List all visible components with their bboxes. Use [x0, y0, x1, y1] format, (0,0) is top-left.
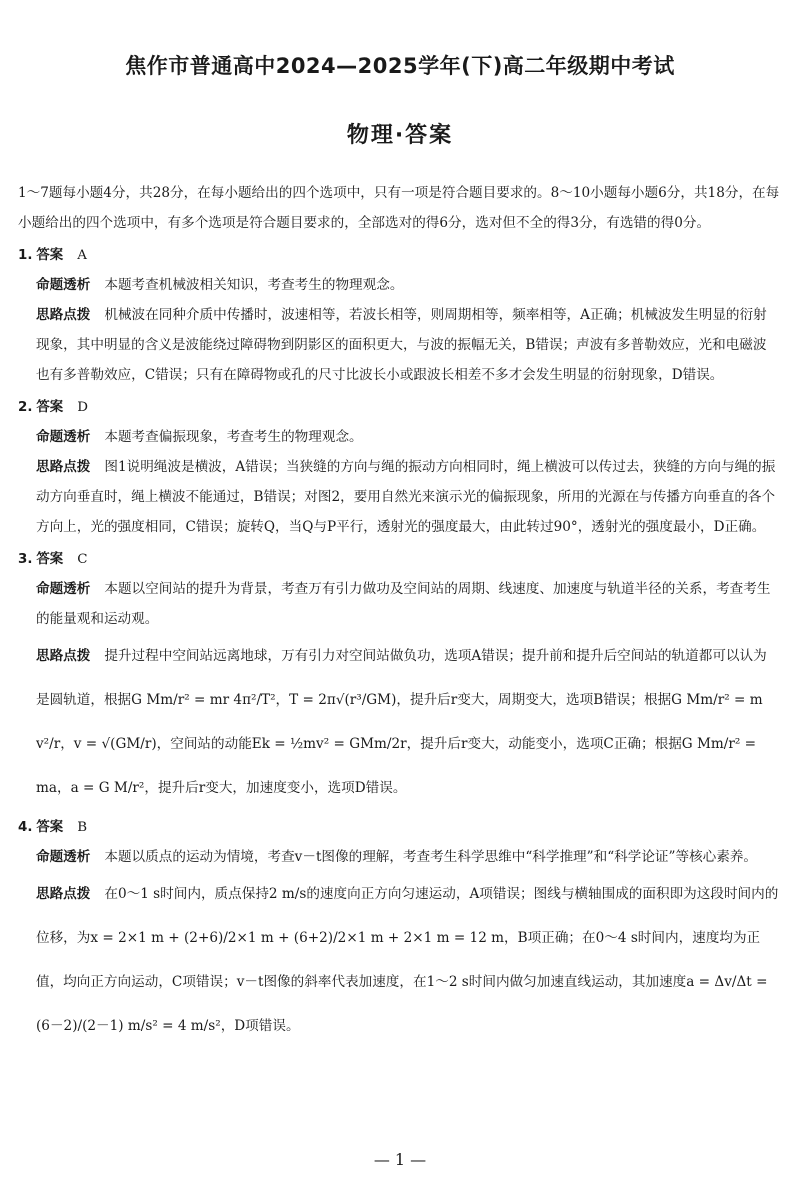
question-header — [18, 546, 780, 574]
analysis-row — [18, 422, 780, 452]
question-block — [18, 394, 780, 542]
hint-label: 思路点拨 — [36, 886, 91, 902]
answer-content — [18, 178, 780, 1048]
analysis-row — [18, 574, 780, 634]
hint-row — [18, 634, 780, 810]
hint-label: 思路点拨 — [36, 459, 91, 475]
answer-value: C — [77, 552, 88, 567]
page-subtitle: 物理·答案 — [346, 123, 454, 148]
analysis-text: 本题以空间站的提升为背景，考查万有引力做功及空间站的周期、线速度、加速度与轨道半径的关系，考查考生的能量观和运动观。 — [36, 581, 771, 627]
answer-value: B — [77, 820, 88, 835]
analysis-text: 本题以质点的运动为情境，考查v－t图像的理解，考查考生科学思维中“科学推理”和“科学论证”等核心素养。 — [104, 849, 758, 865]
answer-label: 答案 — [36, 820, 64, 835]
answer-label: 答案 — [36, 400, 64, 415]
question-block — [18, 814, 780, 1048]
hint-row — [18, 452, 780, 542]
question-number: 3. — [18, 552, 33, 567]
hint-label: 思路点拨 — [36, 307, 91, 323]
analysis-label: 命题透析 — [36, 429, 91, 445]
question-number: 1. — [18, 248, 33, 263]
answer-value: A — [77, 248, 87, 263]
hint-row — [18, 300, 780, 390]
hint-row — [18, 872, 780, 1048]
page-number: — 1 — — [373, 1150, 427, 1169]
question-number: 2. — [18, 400, 33, 415]
analysis-text: 本题考查机械波相关知识，考查考生的物理观念。 — [104, 277, 404, 293]
hint-text: 提升过程中空间站远离地球，万有引力对空间站做负功，选项A错误；提升前和提升后空间站的轨道都可以认为是圆轨道，根据G Mm/r² = mr 4π²/T²，T = 2π√(r³/GM)，提升后r变大，周期变大，选项B错误；根据G Mm/r² = m v²/r，v = √(GM/r)，空间站的动能Ek = ½mv² = GMm/2r，提升后r变大，动能变小，选项C正确；根据G Mm/r² = ma，a = G M/r²，提升后r变大，加速度变小，选项D错误。 — [36, 648, 767, 796]
analysis-label: 命题透析 — [36, 277, 91, 293]
answer-value: D — [77, 400, 88, 415]
question-block — [18, 242, 780, 390]
hint-text: 在0～1 s时间内，质点保持2 m/s的速度向正方向匀速运动，A项错误；图线与横轴围成的面积即为这段时间内的位移，为x = 2×1 m + (2+6)/2×1 m + (6+2)/2×1 m + 2×1 m = 12 m，B项正确；在0～4 s时间内，速度均为正值，均向正方向运动，C项错误；v－t图像的斜率代表加速度，在1～2 s时间内做匀加速直线运动，其加速度a = Δv/Δt = (6－2)/(2－1) m/s² = 4 m/s²，D项错误。 — [36, 886, 779, 1034]
analysis-row — [18, 842, 780, 872]
question-block — [18, 546, 780, 810]
question-header — [18, 394, 780, 422]
hint-text: 图1说明绳波是横波，A错误；当狭缝的方向与绳的振动方向相同时，绳上横波可以传过去，狭缝的方向与绳的振动方向垂直时，绳上横波不能通过，B错误；对图2，要用自然光来演示光的偏振现象，所用的光源在与传播方向垂直的各个方向上，光的强度相同，C错误；旋转Q，当Q与P平行，透射光的强度最大，由此转过90°，透射光的强度最小，D正确。 — [36, 459, 776, 535]
analysis-label: 命题透析 — [36, 849, 91, 865]
hint-text: 机械波在同种介质中传播时，波速相等，若波长相等，则周期相等，频率相等，A正确；机械波发生明显的衍射现象，其中明显的含义是波能绕过障碍物到阴影区的面积更大，与波的振幅无关，B错误；声波有多普勒效应，光和电磁波也有多普勒效应，C错误；只有在障碍物或孔的尺寸比波长小或跟波长相差不多才会发生明显的衍射现象，D错误。 — [36, 307, 767, 383]
question-header — [18, 242, 780, 270]
hint-label: 思路点拨 — [36, 648, 91, 664]
answer-label: 答案 — [36, 248, 64, 263]
analysis-row — [18, 270, 780, 300]
answer-label: 答案 — [36, 552, 64, 567]
question-number: 4. — [18, 820, 33, 835]
analysis-label: 命题透析 — [36, 581, 91, 597]
scoring-instructions: 1～7题每小题4分，共28分，在每小题给出的四个选项中，只有一项是符合题目要求的。8～10小题每小题6分，共18分，在每小题给出的四个选项中，有多个选项是符合题目要求的，全部选对的得6分，选对但不全的得3分，有选错的得0分。 — [18, 185, 780, 231]
page-title: 焦作市普通高中2024—2025学年(下)高二年级期中考试 — [125, 54, 675, 78]
analysis-text: 本题考查偏振现象，考查考生的物理观念。 — [104, 429, 363, 445]
question-header — [18, 814, 780, 842]
